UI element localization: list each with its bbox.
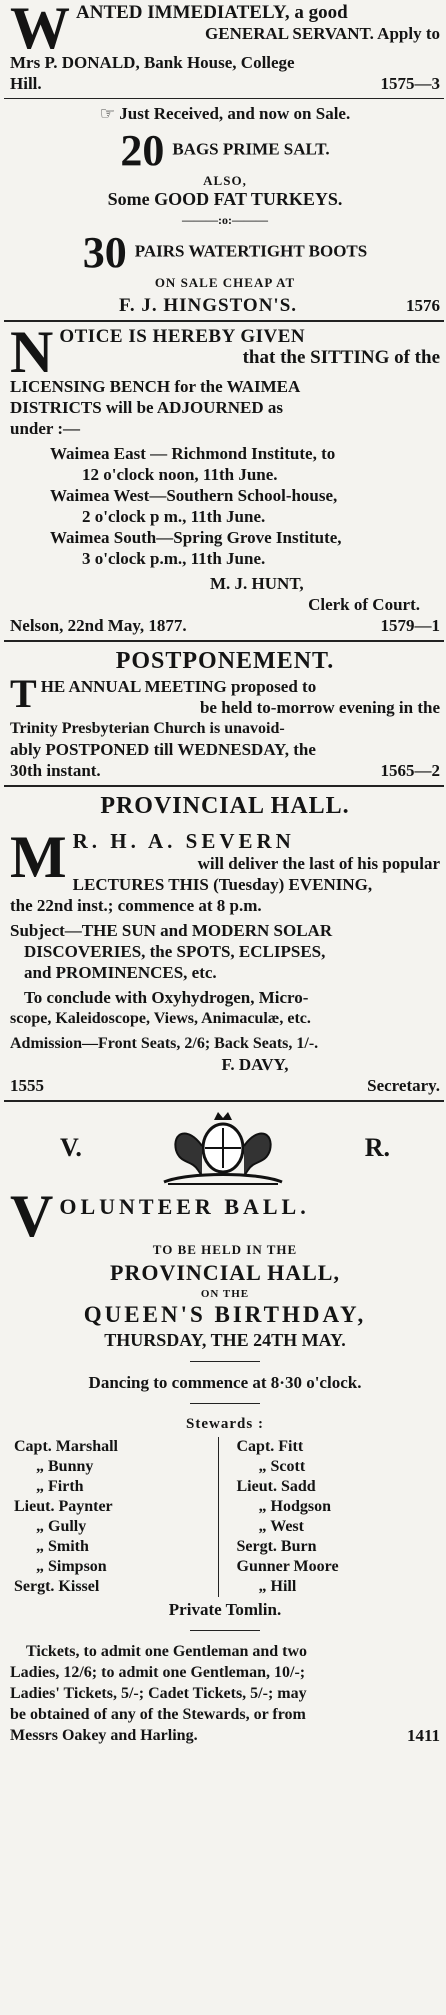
stewards-list (10, 1437, 440, 1597)
steward-name: Capt. Fitt (236, 1438, 304, 1455)
drop-cap: T (10, 671, 37, 716)
ad-line: 12 o'clock noon, 11th June. (82, 465, 278, 484)
ad-line: be held to-morrow evening in the (199, 698, 440, 717)
crest-row (10, 1106, 440, 1190)
ad-text: R. H. A. SEVERN (72, 829, 295, 853)
occasion-heading: QUEEN'S BIRTHDAY, (83, 1302, 367, 1327)
divider (4, 785, 444, 787)
steward-name: „ Gully (36, 1518, 87, 1535)
ad-line: ALSO, (203, 173, 247, 188)
ad-text: PAIRS WATERTIGHT BOOTS (134, 241, 368, 261)
ad-reference-number: 1575—3 (380, 74, 440, 93)
ad-line: 2 o'clock p m., 11th June. (82, 507, 266, 526)
ad-line: LECTURES THIS (Tuesday) EVENING, (72, 875, 373, 894)
steward-name: Lieut. Sadd (236, 1478, 316, 1495)
ad-line (10, 103, 440, 125)
ad-line: DISCOVERIES, the SPOTS, ECLIPSES, (24, 942, 326, 961)
ad-footer (10, 760, 440, 781)
postponement-ad (10, 646, 440, 781)
ad-line: 3 o'clock p.m., 11th June. (82, 549, 266, 568)
ad-line: and PROMINENCES, etc. (24, 963, 217, 982)
ad-line: Mrs P. DONALD, Bank House, College (10, 53, 295, 72)
ad-line: THURSDAY, THE 24TH MAY. (104, 1330, 346, 1350)
ad-text: 30th instant. (10, 761, 101, 780)
divider (4, 640, 444, 642)
schedule-item (10, 443, 440, 485)
ad-line: GENERAL SERVANT. Apply to (205, 24, 440, 43)
ad-heading: PROVINCIAL HALL. (100, 793, 350, 819)
steward-name: Lieut. Paynter (14, 1498, 113, 1515)
divider (4, 320, 444, 322)
ad-footer (10, 1725, 440, 1746)
ad-line: under :— (10, 419, 81, 438)
steward-name: „ Simpson (36, 1558, 107, 1575)
drop-cap: V (10, 1183, 54, 1249)
ad-title: OLUNTEER BALL. (59, 1194, 310, 1219)
ad-reference-number: 1579—1 (380, 616, 440, 635)
ad-line: Waimea East — Richmond Institute, to (50, 444, 336, 463)
steward-name: „ Firth (36, 1478, 84, 1495)
signer-title: Clerk of Court. (308, 595, 420, 614)
ad-line: ON SALE CHEAP AT (154, 275, 296, 290)
schedule-item (10, 527, 440, 569)
ad-title-line (10, 1183, 440, 1249)
monogram-letter: V. (60, 1133, 82, 1162)
ad-line: To conclude with Oxyhydrogen, Micro- (24, 988, 309, 1007)
ad-heading: POSTPONEMENT. (115, 648, 335, 674)
divider (4, 98, 444, 99)
quantity-number: 30 (82, 228, 127, 277)
ad-line: that the SITTING of the (242, 347, 440, 368)
ad-text: Messrs Oakey and Harling. (10, 1727, 198, 1744)
steward-name: Sergt. Burn (236, 1538, 317, 1555)
servant-wanted-ad (10, 0, 440, 94)
ad-line: the 22nd inst.; commence at 8 p.m. (10, 896, 262, 915)
steward-name: „ Bunny (36, 1458, 94, 1475)
steward-name: „ Hill (258, 1578, 297, 1595)
lecture-ad (10, 791, 440, 1096)
drop-cap: M (10, 824, 67, 890)
ad-line: Some GOOD FAT TURKEYS. (107, 189, 343, 209)
ad-text: F. J. HINGSTON'S. (118, 295, 298, 316)
ad-line: will deliver the last of his popular (197, 854, 440, 873)
ad-line: Ladies, 12/6; to admit one Gentleman, 10/-; (10, 1664, 306, 1681)
drop-cap: N (10, 319, 54, 385)
ad-text: ANTED IMMEDIATELY, a good (76, 2, 348, 23)
volunteer-ball-ad (10, 1106, 440, 1746)
ad-reference-number: 1576 (406, 296, 440, 315)
stewards-heading: Stewards : (186, 1416, 264, 1432)
ad-line (10, 126, 440, 175)
ad-line: Trinity Presbyterian Church is unavoid- (10, 720, 285, 737)
ad-line: Waimea West—Southern School-house, (50, 486, 338, 505)
royal-coat-of-arms-icon (158, 1106, 288, 1191)
steward-name: „ Hodgson (258, 1498, 331, 1515)
quantity-number: 20 (120, 126, 165, 175)
ad-line: Admission—Front Seats, 2/6; Back Seats, 1/-. (10, 1035, 319, 1052)
steward-name: „ Smith (36, 1538, 89, 1555)
ad-text: Nelson, 22nd May, 1877. (10, 616, 187, 635)
ad-reference-number: 1565—2 (380, 761, 440, 780)
ad-footer (10, 73, 440, 94)
schedule-item (10, 485, 440, 527)
ad-line: ON THE (200, 1288, 250, 1300)
ad-text: Hill. (10, 74, 42, 93)
salt-and-boots-ad (10, 103, 440, 316)
ad-line: scope, Kaleidoscope, Views, Animaculæ, etc. (10, 1010, 311, 1027)
ad-line: Ladies' Tickets, 5/-; Cadet Tickets, 5/-; may (10, 1685, 307, 1702)
signer-title: Secretary. (367, 1076, 440, 1095)
ad-footer (10, 615, 440, 636)
ad-line: Tickets, to admit one Gentleman and two (26, 1643, 308, 1660)
venue-heading: PROVINCIAL HALL, (110, 1260, 340, 1285)
ad-line: DISTRICTS will be ADJOURNED as (10, 398, 283, 417)
ad-text: BAGS PRIME SALT. (172, 139, 330, 159)
ad-line: LICENSING BENCH for the WAIMEA (10, 377, 301, 396)
steward-name: „ West (258, 1518, 304, 1535)
steward-name: „ Scott (258, 1458, 306, 1475)
steward-name: Gunner Moore (236, 1558, 339, 1575)
stewards-left-column (10, 1437, 219, 1597)
ad-text: Just Received, and now on Sale. (119, 104, 351, 123)
steward-name: Sergt. Kissel (14, 1578, 100, 1595)
steward-name: Capt. Marshall (14, 1438, 118, 1455)
ad-line: TO BE HELD IN THE (152, 1242, 298, 1257)
signer: F. DAVY, (221, 1055, 289, 1074)
ad-text: OTICE IS HEREBY GIVEN (59, 326, 306, 347)
licensing-notice-ad (10, 319, 440, 636)
monogram-letter: R. (364, 1133, 390, 1162)
ad-line (10, 228, 440, 277)
divider (4, 1100, 444, 1102)
separator-ornament: ———:o:——— (182, 213, 268, 227)
pointing-hand-icon: ☞ (99, 104, 116, 124)
drop-cap: W (10, 0, 70, 61)
divider (190, 1630, 260, 1631)
ad-footer (10, 1075, 440, 1096)
ad-line: Subject—THE SUN and MODERN SOLAR (10, 921, 333, 940)
ad-reference-number: 1411 (406, 1726, 440, 1745)
ad-line: Waimea South—Spring Grove Institute, (50, 528, 342, 547)
divider (190, 1403, 260, 1404)
ad-line: Dancing to commence at 8·30 o'clock. (88, 1373, 362, 1392)
stewards-right-column (219, 1437, 441, 1597)
signer: M. J. HUNT, (210, 574, 304, 593)
ad-footer (10, 295, 440, 316)
ad-text: HE ANNUAL MEETING proposed to (40, 677, 317, 696)
schedule-list (10, 443, 440, 569)
ad-line: ably POSTPONED till WEDNESDAY, the (10, 740, 316, 759)
ad-line: be obtained of any of the Stewards, or from (10, 1706, 306, 1723)
ad-reference-number: 1555 (10, 1076, 44, 1095)
steward-name: Private Tomlin. (168, 1600, 282, 1619)
divider (190, 1361, 260, 1362)
